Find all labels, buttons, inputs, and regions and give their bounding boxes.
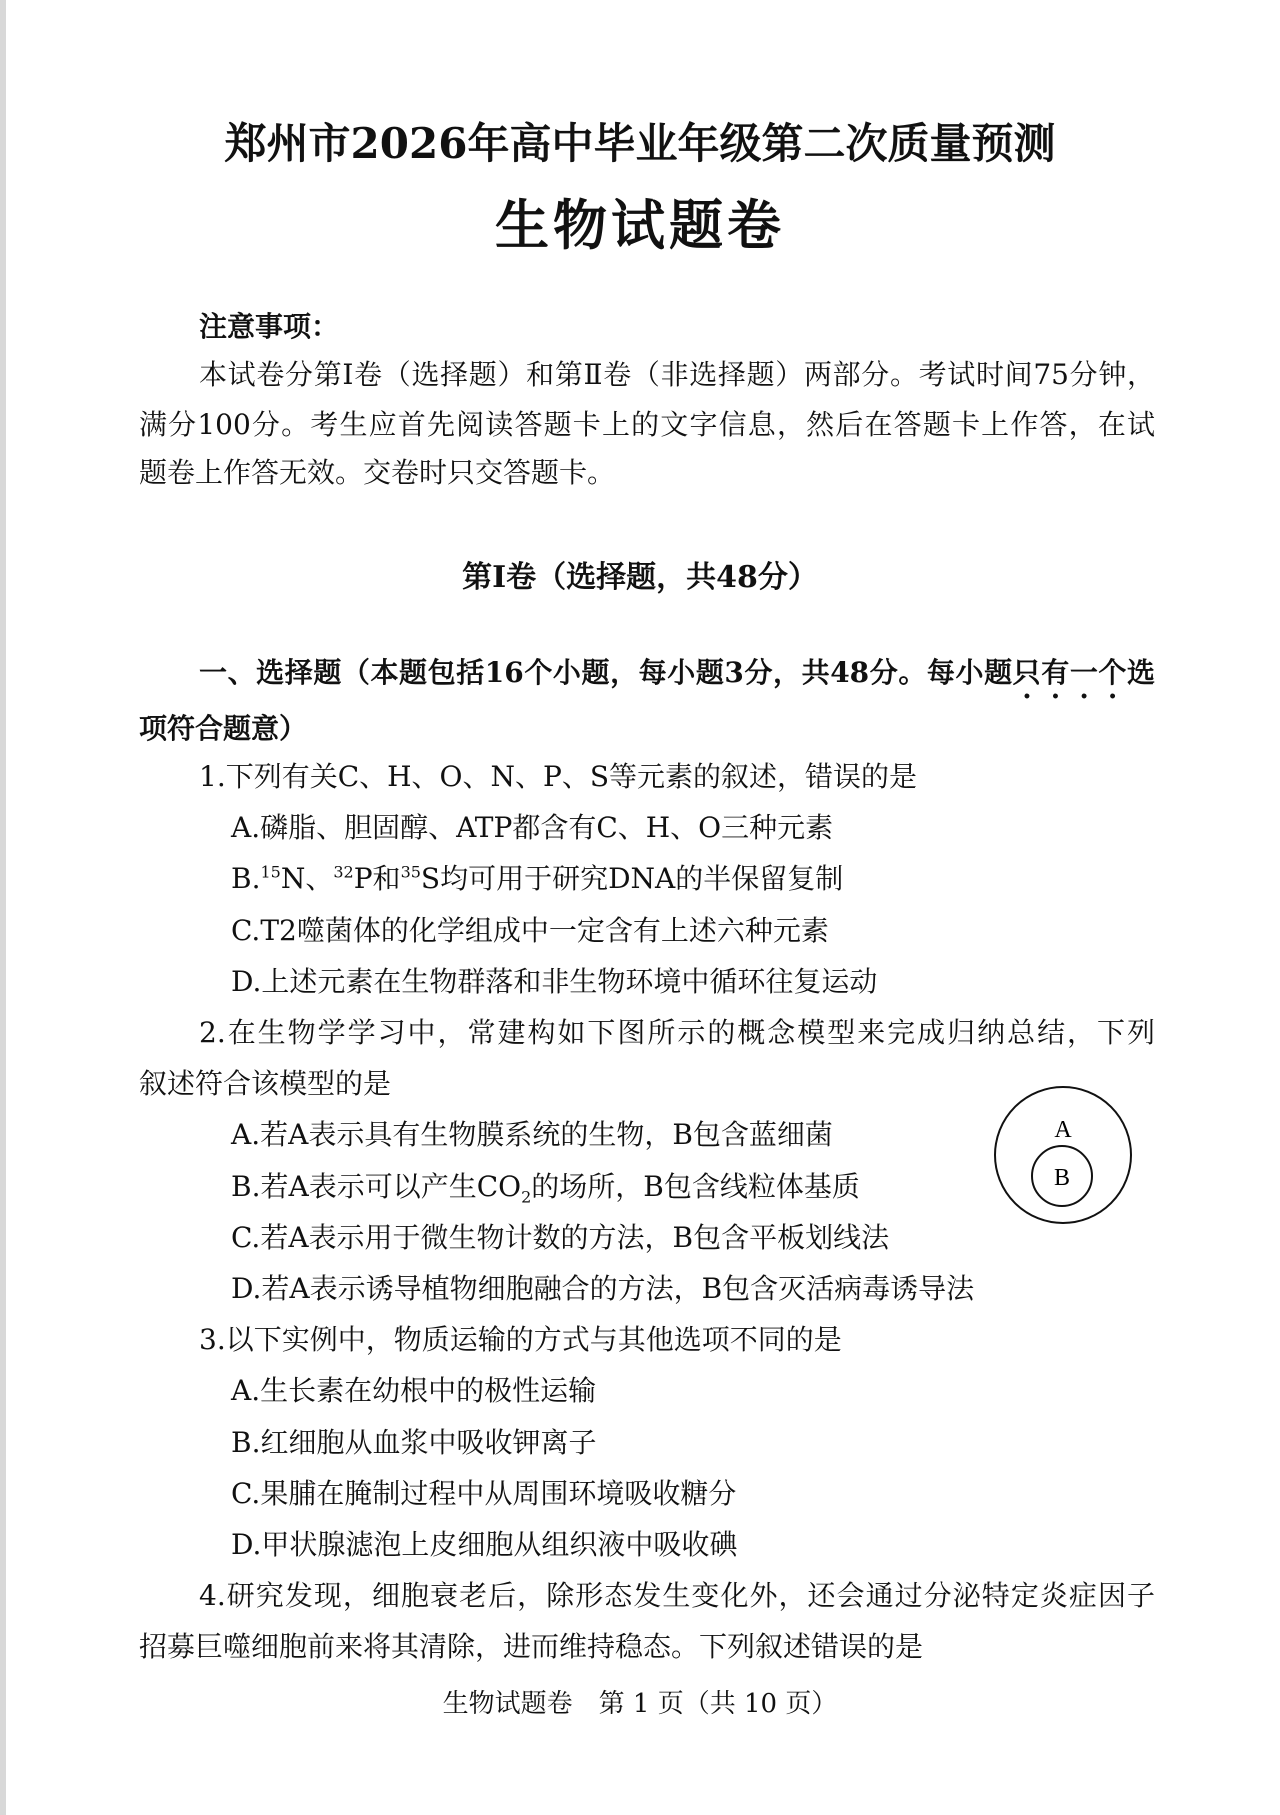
option-text: A.若A表示具有生物膜系统的生物，B包含蓝细菌 — [231, 1118, 833, 1152]
option-text: A.生长素在幼根中的极性运输 — [231, 1374, 597, 1408]
answer-option — [231, 811, 833, 845]
answer-option — [231, 965, 877, 999]
option-text: D.甲状腺滤泡上皮细胞从组织液中吸收碘 — [231, 1528, 738, 1561]
option-text: C.若A表示用于微生物计数的方法，B包含平板划线法 — [231, 1220, 890, 1254]
subscript: 2 — [521, 1187, 532, 1207]
question-stem: 1.下列有关C、H、O、N、P、S等元素的叙述，错误的是 — [199, 760, 918, 793]
answer-option — [231, 1374, 596, 1408]
answer-option — [231, 1169, 860, 1207]
option-text: D.若A表示诱导植物细胞融合的方法，B包含灭活病毒诱导法 — [231, 1272, 975, 1305]
question-stem: 4.研究发现，细胞衰老后，除形态发生变化外，还会通过分泌特定炎症因子 — [199, 1579, 1155, 1613]
answer-option — [231, 1118, 833, 1152]
option-text: C.T2噬菌体的化学组成中一定含有上述六种元素 — [231, 913, 829, 947]
answer-option — [231, 1528, 737, 1562]
option-text: 的场所，B包含线粒体基质 — [531, 1169, 860, 1203]
superscript: 32 — [333, 863, 354, 883]
concept-diagram — [990, 1085, 1140, 1235]
option-text: B. — [231, 862, 261, 896]
label-a: A — [1054, 1117, 1072, 1143]
exam-subtitle: 生物试题卷 — [495, 193, 785, 257]
answer-option — [231, 862, 843, 896]
answer-option — [231, 914, 829, 948]
exam-title: 郑州市2026年高中毕业年级第二次质量预测 — [224, 119, 1056, 168]
notice-heading: 注意事项： — [199, 310, 340, 343]
option-text: A.磷脂、胆固醇、ATP都含有C、H、O三种元素 — [231, 811, 834, 845]
option-text: B.红细胞从血浆中吸收钾离子 — [231, 1425, 597, 1459]
section-title: 第Ⅰ卷（选择题，共48分） — [462, 560, 818, 595]
page-edge — [0, 0, 6, 1815]
notice-line: 本试卷分第Ⅰ卷（选择题）和第Ⅱ卷（非选择题）两部分。考试时间75分钟， — [199, 358, 1155, 391]
option-text: N、 — [280, 862, 334, 896]
option-text: P和 — [353, 862, 401, 896]
option-text: D.上述元素在生物群落和非生物环境中循环往复运动 — [231, 964, 878, 998]
superscript: 15 — [260, 863, 281, 883]
answer-option — [231, 1272, 974, 1306]
section-instruction — [199, 656, 1155, 690]
instruction-text: 一、选择题（本题包括16个小题，每小题3分，共48分。每小题 — [199, 656, 1013, 689]
option-text: B.若A表示可以产生CO — [231, 1169, 522, 1203]
section-instruction-line2: 项符合题意） — [139, 712, 308, 745]
notice-line: 满分100分。考生应首先阅读答题卡上的文字信息，然后在答题卡上作答，在试 — [139, 408, 1155, 441]
option-text: S均可用于研究DNA的半保留复制 — [420, 862, 844, 896]
notice-line: 题卷上作答无效。交卷时只交答题卡。 — [139, 456, 616, 489]
page-footer: 生物试题卷 第 1 页（共 10 页） — [442, 1689, 838, 1719]
option-text: C.果脯在腌制过程中从周围环境吸收糖分 — [231, 1476, 737, 1510]
question-stem: 叙述符合该模型的是 — [139, 1067, 392, 1101]
outer-circle — [995, 1087, 1131, 1223]
answer-option — [231, 1221, 889, 1255]
answer-option — [231, 1477, 736, 1511]
instruction-text: 选 — [1126, 656, 1155, 689]
question-stem: 招募巨噬细胞前来将其清除，进而维持稳态。下列叙述错误的是 — [139, 1630, 924, 1664]
question-stem: 2.在生物学学习中，常建构如下图所示的概念模型来完成归纳总结，下列 — [199, 1016, 1155, 1049]
question-stem: 3.以下实例中，物质运输的方式与其他选项不同的是 — [199, 1323, 842, 1357]
instruction-emphasis: 只有一个 — [1012, 656, 1127, 689]
superscript: 35 — [400, 863, 421, 883]
answer-option — [231, 1426, 596, 1460]
label-b: B — [1053, 1165, 1071, 1191]
